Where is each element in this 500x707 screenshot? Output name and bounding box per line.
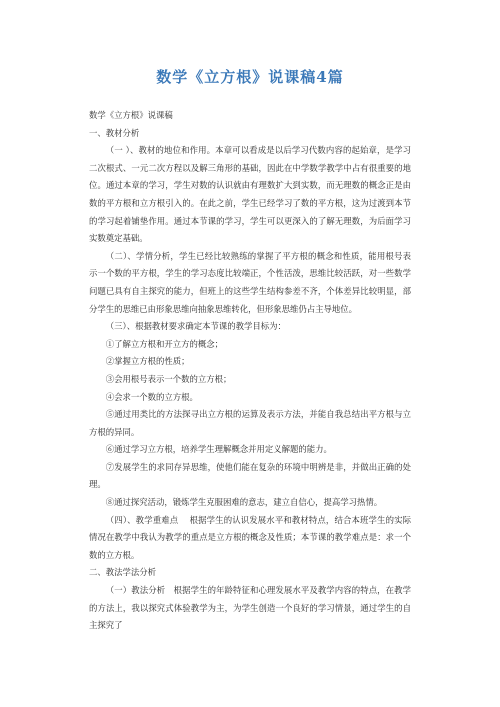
paragraph: （二）、学情分析，学生已经比较熟练的掌握了平方根的概念和性质，能用根号表示一个数的平方根，学生的学习态度比较端正，个性活泼，思维比较活跃，对一些数学问题已具有自主探究的能力，但班上的这些学生结构参差不齐，个体差异比较明显，部分学生的思维已由形象思维向抽象思维转化，但形象思维仍占主导地位。: [89, 250, 411, 314]
list-item: ⑧通过探究活动，锻炼学生克服困难的意志，建立自信心，提高学习热情。: [105, 497, 383, 508]
document-body: [89, 107, 411, 635]
paragraph: （一 ）、教材的地位和作用。本章可以看成是以后学习代数内容的起始章，是学习二次根式、一元二次方程以及解三角形的基础，因此在中学数学教学中占有很重要的地位。通过本章的学习，学生对数的认识就由有理数扩大到实数，而无理数的概念正是由数的平方根和立方根引入的。在此之前，学生已经学习了数的平方根，这为过渡到本节的学习起着铺垫作用。通过本节课的学习，学生可以更深入的了解无理数，为后面学习实数奠定基础。: [89, 145, 411, 244]
list-item: ②掌握立方根的性质；: [105, 356, 190, 367]
section-heading: 一、教材分析: [89, 127, 140, 138]
section-heading: 二、教法学法分析: [89, 567, 156, 578]
list-item: ⑥通过学习立方根，培养学生理解概念并用定义解题的能力。: [105, 444, 332, 455]
paragraph: （四）、教学重难点 根据学生的认识发展水平和教材特点，结合本班学生的实际情况在教学中我认为教学的重点是立方根的概念及性质；本节课的教学难点是：求一个数的立方根。: [89, 514, 411, 560]
list-item: ④会求一个数的立方根。: [105, 391, 198, 402]
paragraph: （一）教法分析 根据学生的年龄特征和心理发展水平及教学内容的特点，在教学的方法上，我以探究式体验教学为主，为学生创造一个良好的学习情景，通过学生的自主探究了: [89, 585, 411, 631]
list-item: ①了解立方根和开立方的概念；: [105, 338, 224, 349]
list-item: ⑦发展学生的求同存异思维，使他们能在复杂的环境中明辨是非，并做出正确的处理。: [89, 461, 411, 490]
paragraph: （三）、根据教材要求确定本节课的教学目标为：: [105, 321, 286, 332]
document-title: 数学《立方根》说课稿4篇: [156, 68, 344, 86]
doc-subtitle: 数学《立方根》说课稿: [89, 110, 173, 120]
list-item: ③会用根号表示一个数的立方根；: [105, 373, 232, 384]
list-item: ⑤通过用类比的方法探寻出立方根的运算及表示方法，并能自我总结出平方根与立方根的异同。: [89, 409, 411, 437]
